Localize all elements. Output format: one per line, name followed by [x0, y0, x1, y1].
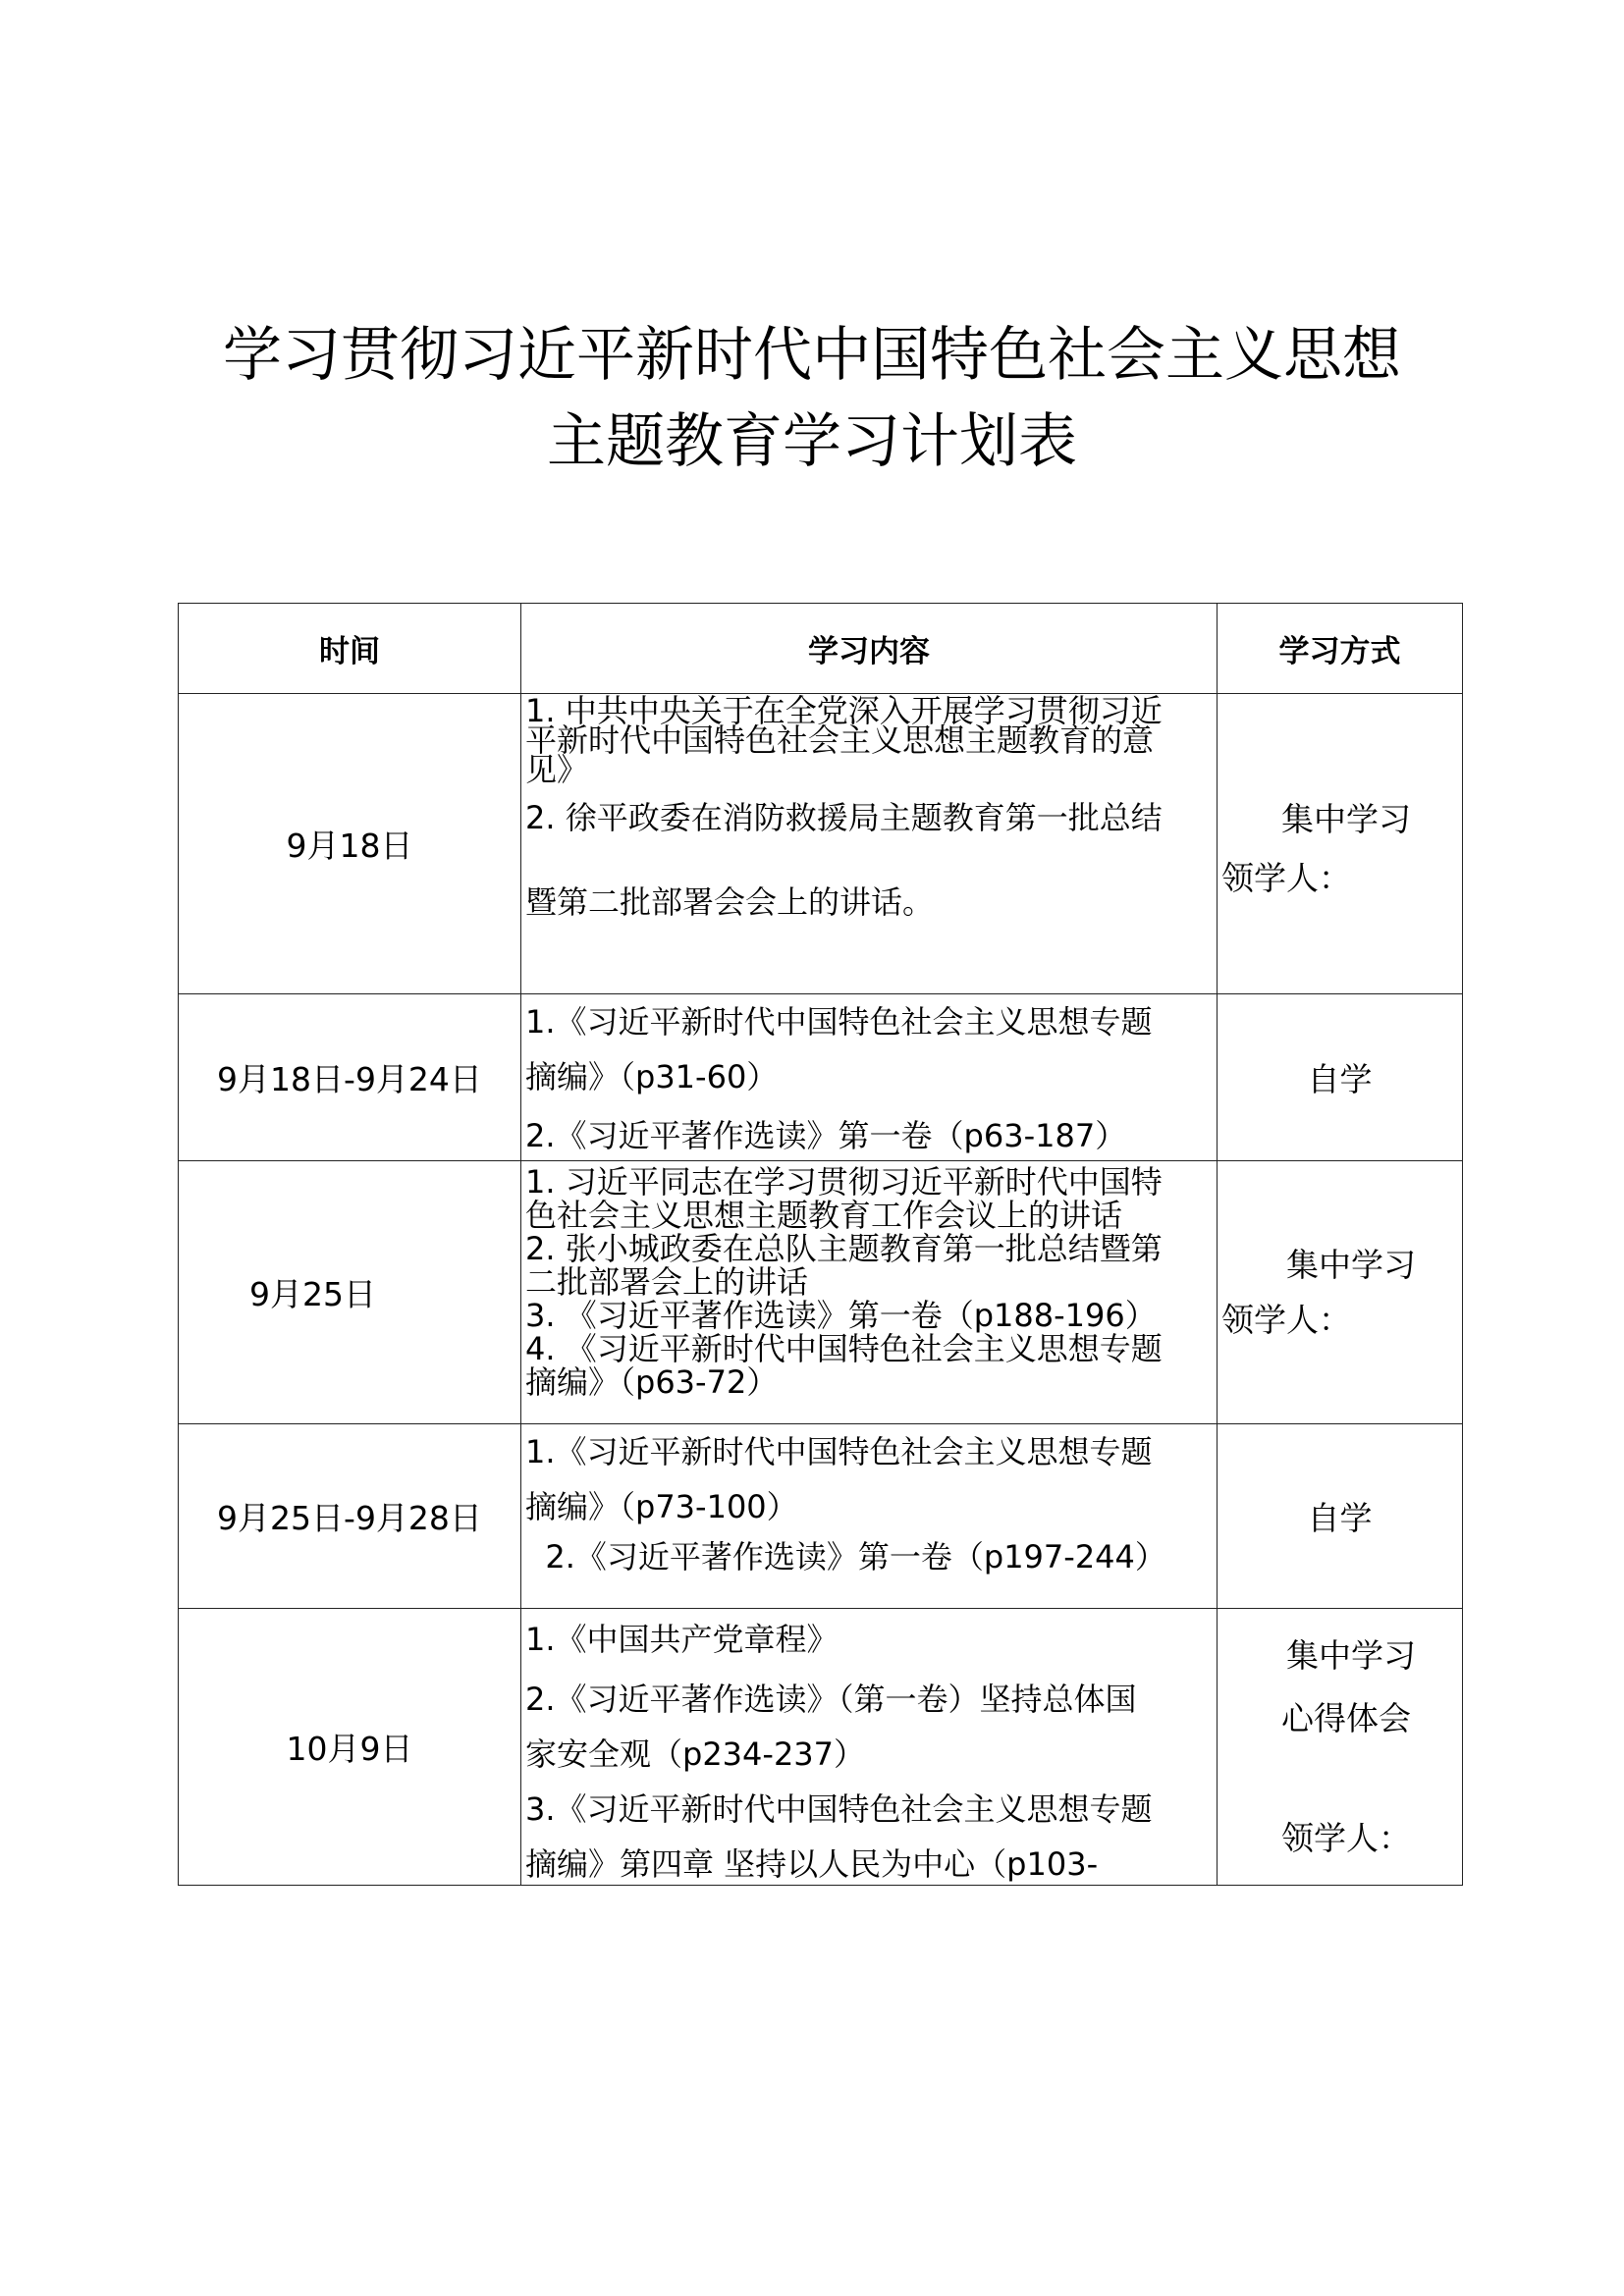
method-item: 领学人：: [1221, 858, 1351, 897]
method-item: 心得体会: [1281, 1699, 1411, 1737]
row-time: 9月18日: [179, 694, 521, 994]
row-method: [1218, 1609, 1463, 1886]
table-row: [179, 694, 1463, 994]
content-item: 暨第二批部署会会上的讲话。: [525, 883, 935, 921]
title-line-2: 主题教育学习计划表: [547, 407, 1077, 476]
content-item: 1. 中共中央关于在全党深入开展学习贯彻习近 平新时代中国特色社会主义思想主题教育的意 见》: [525, 694, 1163, 788]
row-time: 9月18日-9月24日: [179, 994, 521, 1161]
row-method: [1218, 1161, 1463, 1424]
row-content: [521, 1424, 1218, 1609]
method-item: 集中学习: [1281, 799, 1411, 838]
content-item: 家安全观（p234-237）: [525, 1735, 866, 1773]
content-item: 1.《中国共产党章程》: [525, 1621, 839, 1658]
content-item: 1. 习近平同志在学习贯彻习近平新时代中国特: [525, 1163, 1163, 1201]
content-item: 2.《习近平著作选读》（第一卷）坚持总体国: [525, 1681, 1137, 1718]
header-time: 时间: [179, 604, 521, 694]
row-content: [521, 1609, 1218, 1886]
row-content: [521, 694, 1218, 994]
method-item: 领学人：: [1221, 1300, 1351, 1339]
method-item: 领学人：: [1281, 1819, 1411, 1857]
method-item: 自学: [1307, 1499, 1373, 1537]
content-item: 2.《习近平著作选读》第一卷（p63-187）: [525, 1117, 1127, 1154]
row-time: 9月25日: [179, 1161, 521, 1424]
study-plan-table: [178, 603, 1463, 1886]
header-row: [179, 604, 1463, 694]
content-item: 摘编》（p31-60）: [525, 1058, 779, 1095]
content-item: 色社会主义思想主题教育工作会议上的讲话: [525, 1197, 1123, 1234]
content-item: 4. 《习近平新时代中国特色社会主义思想专题: [525, 1330, 1163, 1367]
content-item: 3.《习近平新时代中国特色社会主义思想专题: [525, 1790, 1153, 1828]
content-item: 2. 张小城政委在总队主题教育第一批总结暨第: [525, 1230, 1163, 1267]
content-item: 摘编》（p63-72）: [525, 1363, 779, 1401]
content-item: 二批部署会上的讲话: [525, 1263, 809, 1301]
table-row: [179, 1161, 1463, 1424]
method-item: 集中学习: [1286, 1245, 1416, 1284]
content-item: 2.《习近平著作选读》第一卷（p197-244）: [525, 1538, 1166, 1575]
title-line-1: 学习贯彻习近平新时代中国特色社会主义思想: [223, 321, 1401, 390]
header-content: 学习内容: [521, 604, 1218, 694]
row-content: [521, 1161, 1218, 1424]
content-item: 3. 《习近平著作选读》第一卷（p188-196）: [525, 1297, 1157, 1334]
row-method: [1218, 694, 1463, 994]
content-item: 1.《习近平新时代中国特色社会主义思想专题: [525, 1433, 1153, 1470]
content-item: 2. 徐平政委在消防救援局主题教育第一批总结: [525, 799, 1163, 836]
page-title: [0, 312, 1624, 485]
content-item: 摘编》第四章 坚持以人民为中心（p103-: [525, 1845, 1099, 1883]
table-row: [179, 1609, 1463, 1886]
row-method: [1218, 1424, 1463, 1609]
row-method: [1218, 994, 1463, 1161]
table-row: [179, 994, 1463, 1161]
content-item: 摘编》（p73-100）: [525, 1488, 798, 1525]
table-row: [179, 1424, 1463, 1609]
row-content: [521, 994, 1218, 1161]
row-time: 10月9日: [179, 1609, 521, 1886]
content-item: 1.《习近平新时代中国特色社会主义思想专题: [525, 1003, 1153, 1041]
row-time: 9月25日-9月28日: [179, 1424, 521, 1609]
header-method: 学习方式: [1218, 604, 1463, 694]
method-item: 集中学习: [1286, 1636, 1416, 1675]
method-item: 自学: [1307, 1060, 1373, 1098]
